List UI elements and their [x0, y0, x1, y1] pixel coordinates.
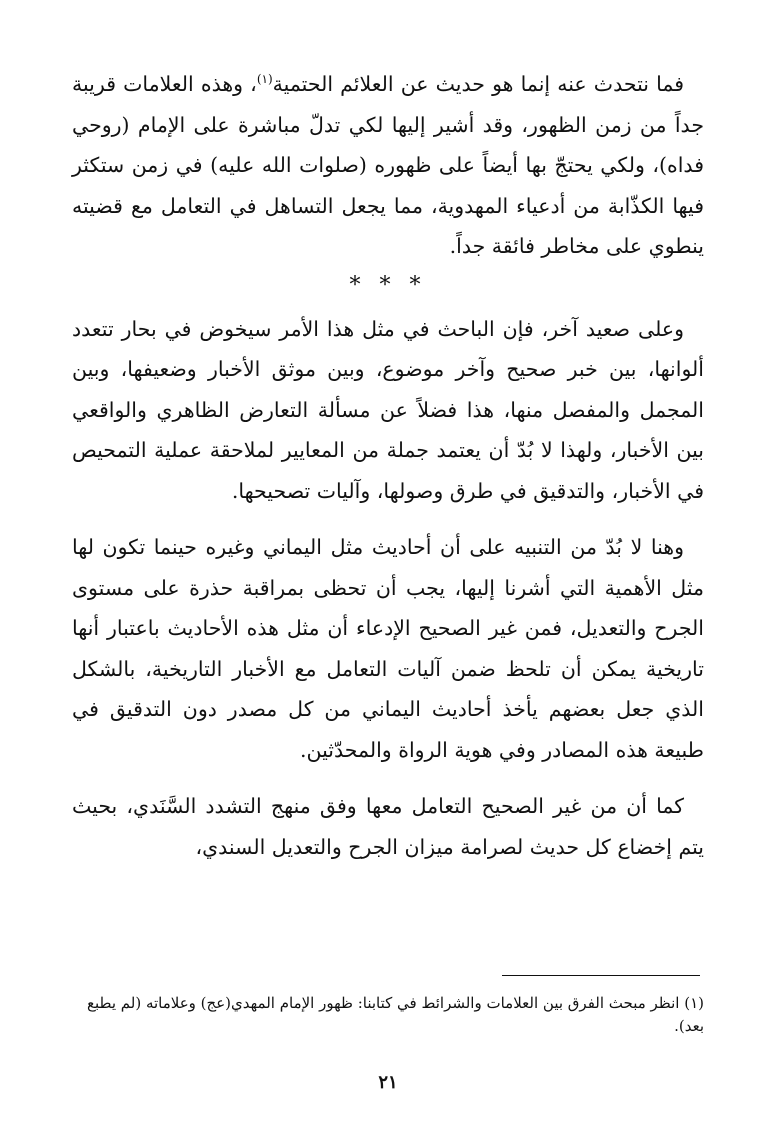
paragraph-3 — [72, 527, 704, 770]
paragraph-3-text: وهنا لا بُدّ من التنبيه على أن أحاديث مثل اليماني وغيره حينما تكون لها مثل الأهمية التي أشرنا إليها، يجب أن تحظى بمراقبة حذرة على مستوى الجرح والتعديل، فمن غير الصحيح الإدعاء أن مثل هذه الأحاديث باعتبار أنها تاريخية يمكن أن تلحظ ضمن آليات التعامل مع الأخبار التاريخية، بالشكل الذي جعل بعضهم يأخذ أحاديث اليماني من كل مصدر دون التدقيق في طبيعة هذه المصادر وفي هوية الرواة والمحدّثين. — [72, 535, 704, 762]
footnote: (١) انظر مبحث الفرق بين العلامات والشرائط في كتابنا: ظهور الإمام المهدي(عج) وعلاماته (لم يطبع بعد). — [87, 994, 704, 1035]
paragraph-4 — [72, 786, 704, 867]
footnote-marker: (١) — [256, 72, 273, 87]
page-body — [72, 64, 704, 867]
paragraph-1 — [72, 64, 704, 267]
paragraph-1-text: فما نتحدث عنه إنما هو حديث عن العلائم الحتمية — [272, 72, 684, 96]
paragraph-4-text: كما أن من غير الصحيح التعامل معها وفق منهج التشدد السَّنَدي، بحيث يتم إخضاع كل حديث لصرامة ميزان الجرح والتعديل السندي، — [72, 794, 704, 859]
footnote-divider — [502, 975, 700, 976]
paragraph-2-text: وعلى صعيد آخر، فإن الباحث في مثل هذا الأمر سيخوض في بحار تتعدد ألوانها، بين خبر صحيح وآخر موضوع، وبين موثق الأخبار وضعيفها، وبين المجمل والمفصل منها، هذا فضلاً عن مسألة التعارض الظاهري والواقعي بين الأخبار، ولهذا لا بُدّ أن يعتمد جملة من المعايير لملاحقة عملية التمحيص في الأخبار، والتدقيق في طرق وصولها، وآليات تصحيحها. — [72, 316, 704, 503]
page-number: ٢١ — [378, 1072, 398, 1093]
section-separator: * * * — [349, 272, 427, 298]
paragraph-2 — [72, 309, 704, 512]
paragraph-1-continuation: ، وهذه العلامات قريبة جداً من زمن الظهور، وقد أشير إليها لكي تدلّ مباشرة على الإمام (روحي فداه)، ولكي يحتجّ بها أيضاً على ظهوره (صلوات الله عليه) في زمن ستكثر فيها الكذّابة من أدعياء المهدوية، مما يجعل التساهل في التعامل مع قضيته ينطوي على مخاطر فائقة جداً. — [72, 72, 704, 258]
